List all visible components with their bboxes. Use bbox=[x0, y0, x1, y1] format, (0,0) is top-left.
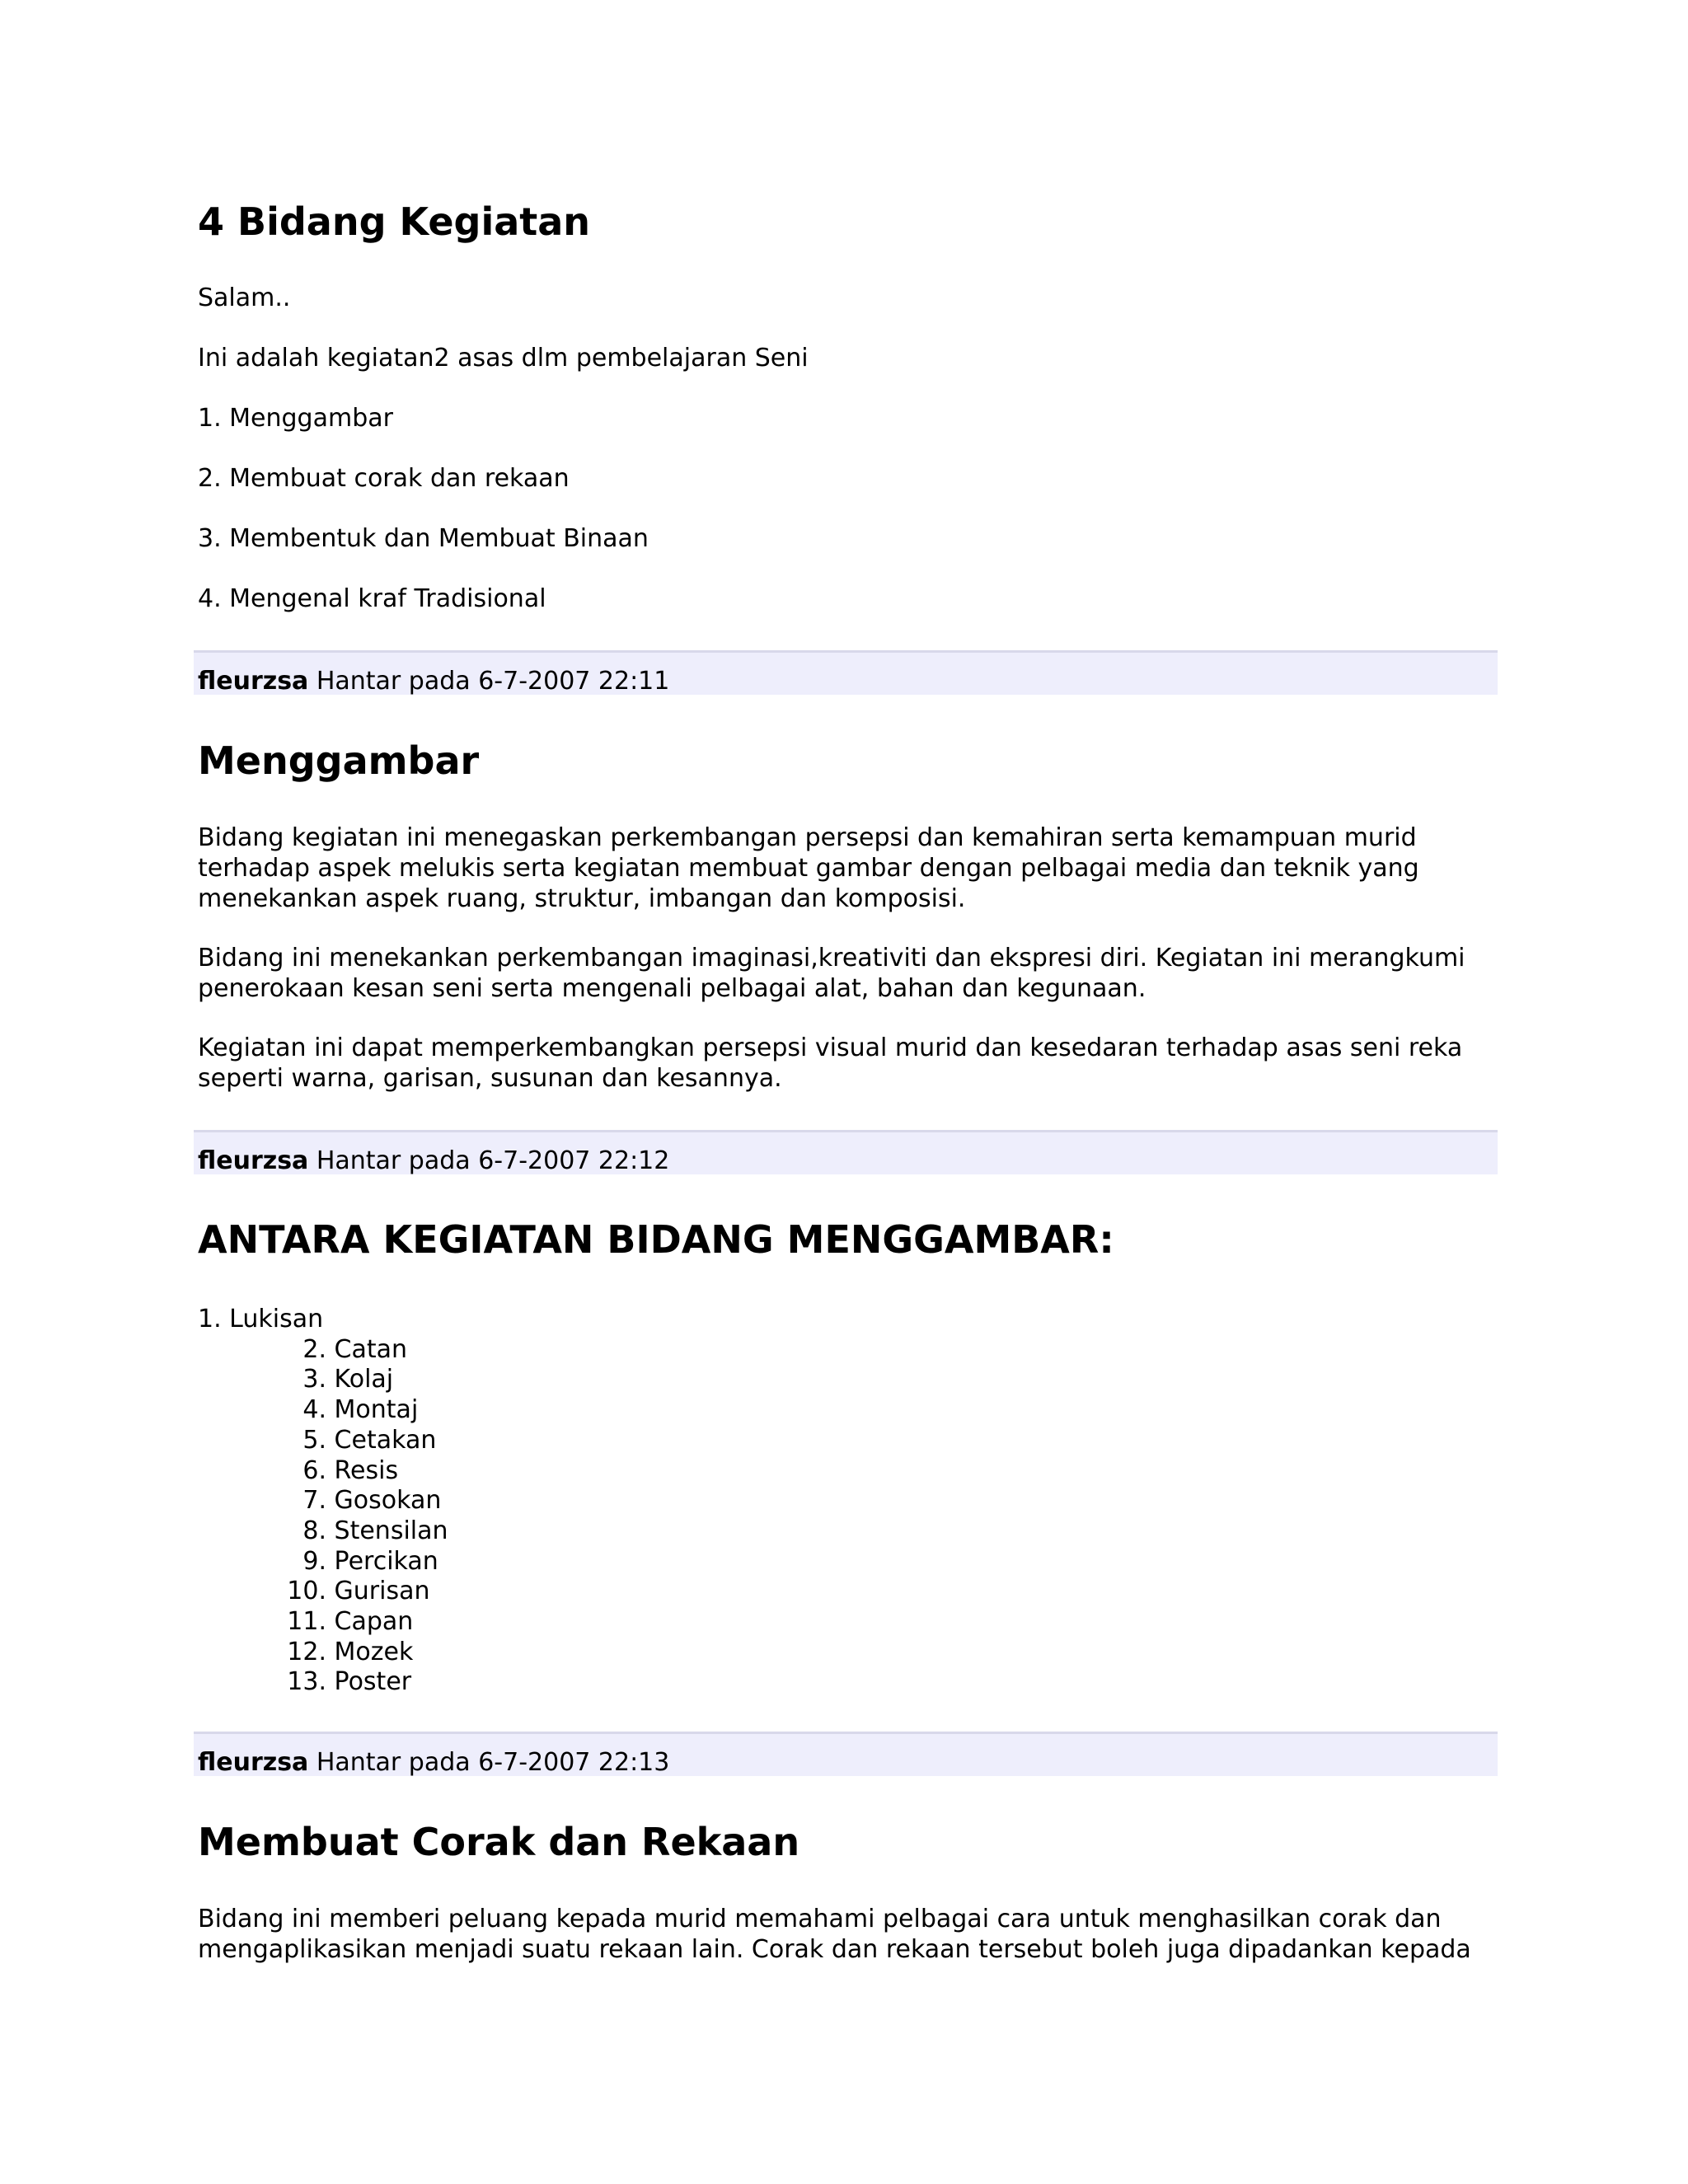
list-number: 8. bbox=[302, 1516, 326, 1545]
paragraph-line: menekankan aspek ruang, struktur, imbangan dan komposisi. bbox=[198, 884, 966, 913]
post-timestamp: Hantar pada 6-7-2007 22:11 bbox=[308, 667, 670, 696]
post-meta-bar bbox=[194, 1130, 1498, 1174]
post-title-bidang-kegiatan: 4 Bidang Kegiatan bbox=[198, 199, 591, 244]
paragraph-line: Bidang ini menekankan perkembangan imaginasi,kreativiti dan ekspresi diri. Kegiatan ini merangkumi bbox=[198, 944, 1465, 972]
list-label: Percikan bbox=[334, 1546, 438, 1576]
list-item bbox=[198, 1486, 448, 1516]
author-name[interactable]: fleurzsa bbox=[198, 667, 309, 696]
list-item bbox=[198, 1305, 448, 1335]
list-label: Poster bbox=[334, 1667, 412, 1697]
post-timestamp: Hantar pada 6-7-2007 22:12 bbox=[308, 1146, 670, 1175]
list-label: Montaj bbox=[334, 1395, 419, 1425]
list-label: Capan bbox=[334, 1607, 414, 1637]
list-label: Catan bbox=[334, 1334, 408, 1364]
list-item bbox=[198, 1395, 448, 1426]
list-label: Gosokan bbox=[334, 1486, 442, 1516]
list-label: Kolaj bbox=[334, 1365, 394, 1394]
activity-item-2: 2. Membuat corak dan rekaan bbox=[198, 464, 570, 493]
paragraph bbox=[198, 1033, 1500, 1094]
list-label: Mozek bbox=[334, 1637, 414, 1666]
post-title-menggambar: Menggambar bbox=[198, 738, 480, 783]
list-label: Cetakan bbox=[334, 1425, 437, 1455]
list-number: 7. bbox=[302, 1486, 326, 1516]
list-item bbox=[198, 1335, 448, 1366]
list-number: 9. bbox=[302, 1546, 326, 1576]
paragraph-line: Bidang kegiatan ini menegaskan perkembangan persepsi dan kemahiran serta kemampuan murid bbox=[198, 823, 1417, 852]
list-item bbox=[198, 1426, 448, 1456]
paragraph-line: terhadap aspek melukis serta kegiatan membuat gambar dengan pelbagai media dan teknik yang bbox=[198, 854, 1419, 883]
paragraph bbox=[198, 823, 1500, 914]
greeting-text: Salam.. bbox=[198, 284, 291, 312]
post-timestamp: Hantar pada 6-7-2007 22:13 bbox=[308, 1748, 670, 1777]
paragraph-line: seperti warna, garisan, susunan dan kesannya. bbox=[198, 1064, 782, 1093]
paragraph-line: mengaplikasikan menjadi suatu rekaan lain. Corak dan rekaan tersebut boleh juga dipadankan kepada bbox=[198, 1935, 1471, 1964]
paragraph bbox=[198, 1904, 1500, 1965]
post-meta-bar bbox=[194, 650, 1498, 695]
paragraph-line: Kegiatan ini dapat memperkembangkan persepsi visual murid dan kesedaran terhadap asas seni reka bbox=[198, 1033, 1463, 1062]
list-number: 5. bbox=[302, 1425, 326, 1455]
list-number: 11. bbox=[287, 1607, 326, 1637]
activity-item-3: 3. Membentuk dan Membuat Binaan bbox=[198, 524, 649, 553]
list-item bbox=[198, 1607, 448, 1638]
list-label: Stensilan bbox=[334, 1516, 448, 1545]
list-label: Lukisan bbox=[229, 1305, 324, 1333]
list-item bbox=[198, 1456, 448, 1487]
list-number: 1. bbox=[198, 1305, 222, 1333]
list-number: 13. bbox=[287, 1667, 326, 1697]
list-number: 3. bbox=[302, 1365, 326, 1394]
intro-text: Ini adalah kegiatan2 asas dlm pembelajaran Seni bbox=[198, 344, 809, 373]
post-title-antara-kegiatan: ANTARA KEGIATAN BIDANG MENGGAMBAR: bbox=[198, 1217, 1114, 1262]
paragraph-line: Bidang ini memberi peluang kepada murid memahami pelbagai cara untuk menghasilkan corak dan bbox=[198, 1905, 1442, 1933]
list-number: 2. bbox=[302, 1334, 326, 1364]
list-item bbox=[198, 1547, 448, 1577]
list-number: 10. bbox=[287, 1577, 326, 1606]
list-item bbox=[198, 1667, 448, 1698]
list-number: 4. bbox=[302, 1395, 326, 1425]
list-item bbox=[198, 1577, 448, 1607]
author-name[interactable]: fleurzsa bbox=[198, 1748, 309, 1777]
list-item bbox=[198, 1516, 448, 1547]
activity-item-1: 1. Menggambar bbox=[198, 404, 393, 433]
list-label: Resis bbox=[334, 1455, 399, 1485]
list-item bbox=[198, 1365, 448, 1395]
post-title-membuat-corak: Membuat Corak dan Rekaan bbox=[198, 1820, 800, 1864]
author-name[interactable]: fleurzsa bbox=[198, 1146, 309, 1175]
list-label: Gurisan bbox=[334, 1577, 430, 1606]
paragraph-line: penerokaan kesan seni serta mengenali pelbagai alat, bahan dan kegunaan. bbox=[198, 974, 1146, 1003]
drawing-activities-list bbox=[198, 1305, 448, 1698]
list-number: 6. bbox=[302, 1455, 326, 1485]
paragraph bbox=[198, 943, 1500, 1004]
post-meta-bar bbox=[194, 1732, 1498, 1776]
list-item bbox=[198, 1638, 448, 1668]
list-number: 12. bbox=[287, 1637, 326, 1666]
activity-item-4: 4. Mengenal kraf Tradisional bbox=[198, 584, 546, 613]
